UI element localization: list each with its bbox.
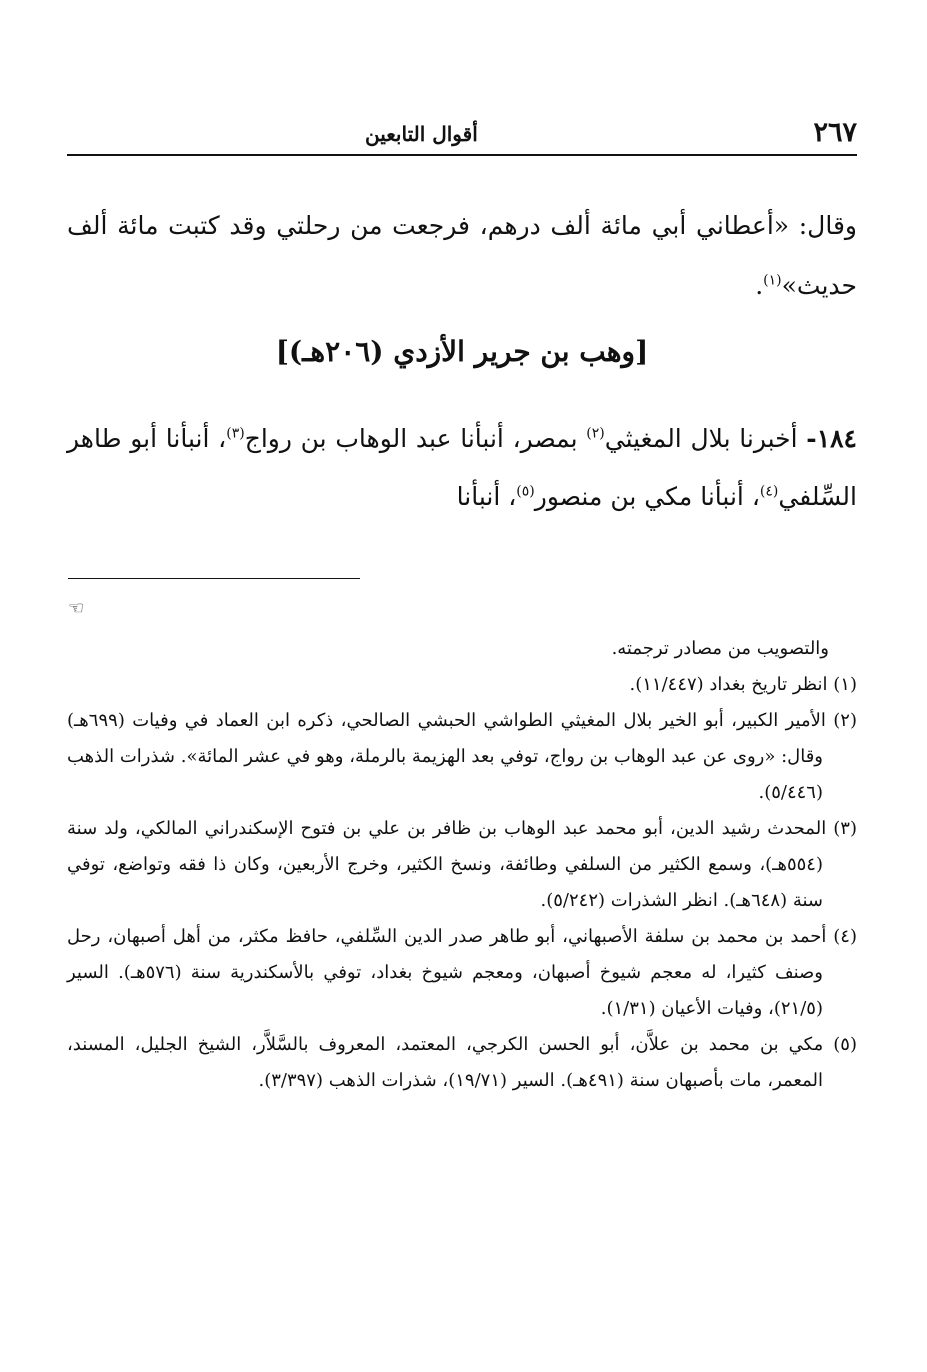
body-paragraph	[67, 196, 857, 316]
footnote-1: (١) انظر تاريخ بغداد (١١/٤٤٧).	[629, 674, 857, 695]
page-number: ٢٦٧	[813, 117, 857, 148]
hadith-block	[67, 410, 857, 526]
footnote-ref: (٤)	[759, 483, 779, 500]
footnote-4: (٤) أحمد بن محمد بن سلفة الأصبهاني، أبو طاهر صدر الدين السِّلفي، حافظ مكثر، من أهل أصبهان، رحل وصنف كثيرا، له معجم شيوخ أصبهان، ومعجم شيوخ بغداد، توفي بالأسكندرية سنة (٥٧٦هـ). السير (٢١/٥)، وفيات الأعيان (١/٣١).	[67, 926, 857, 1019]
footnote-ref: (٥)	[516, 483, 535, 500]
footnote-divider	[68, 578, 360, 579]
hadith-text-3: ، أنبأنا أبو طاهر السِّلفي	[67, 424, 857, 511]
body-paragraph-end: .	[755, 271, 764, 300]
body-paragraph-block	[67, 196, 857, 316]
footnote-continuation: والتصويب من مصادر ترجمته.	[611, 638, 829, 659]
running-title: أقوال التابعين	[365, 122, 478, 146]
footnote-3: (٣) المحدث رشيد الدين، أبو محمد عبد الوهاب بن ظافر بن علي بن فتوح الإسكندراني المالكي، ولد سنة (٥٥٤هـ)، وسمع الكثير من السلفي وطائفة، ونسخ الكثير، وخرج الأربعين، وكان ذا فقه وتواضع، توفي سنة (٦٤٨هـ). انظر الشذرات (٥/٢٤٢).	[67, 818, 857, 911]
hadith-text-5: ، أنبأنا	[456, 482, 517, 511]
footnote-ref: (٢)	[586, 425, 605, 442]
hadith-text-4: ، أنبأنا مكي بن منصور	[534, 482, 760, 511]
footnote-ref: (١)	[763, 272, 782, 289]
footnote-5: (٥) مكي بن محمد بن علاَّن، أبو الحسن الكرجي، المعتمد، المعروف بالسَّلاَّر، الشيخ الجليل، المسند، المعمر، مات بأصبهان سنة (٤٩١هـ). السير (١٩/٧١)، شذرات الذهب (٣/٣٩٧).	[67, 1034, 857, 1091]
footnote-ref: (٣)	[226, 425, 245, 442]
body-paragraph-text: وقال: «أعطاني أبي مائة ألف درهم، فرجعت من رحلتي وقد كتبت مائة ألف حديث»	[67, 211, 857, 300]
page-header	[67, 112, 857, 156]
hadith-text-1: أخبرنا بلال المغيثي	[604, 424, 807, 453]
section-heading: [وهب بن جرير الأزدي (٢٠٦هـ)]	[275, 335, 649, 368]
continuation-hand-icon: ☜	[68, 598, 85, 619]
hadith-text	[67, 410, 857, 526]
hadith-number: ١٨٤-	[806, 424, 857, 453]
footnotes-section	[67, 631, 857, 1099]
footnote-2: (٢) الأمير الكبير، أبو الخير بلال المغيثي الطواشي الحبشي الصالحي، ذكره ابن العماد في وفيات (٦٩٩هـ) وقال: «روى عن عبد الوهاب بن رواج، توفي بعد الهزيمة بالرملة، وهو في عشر المائة». شذرات الذهب (٥/٤٤٦).	[67, 710, 857, 803]
hadith-text-2: بمصر، أنبأنا عبد الوهاب بن رواج	[244, 424, 587, 453]
